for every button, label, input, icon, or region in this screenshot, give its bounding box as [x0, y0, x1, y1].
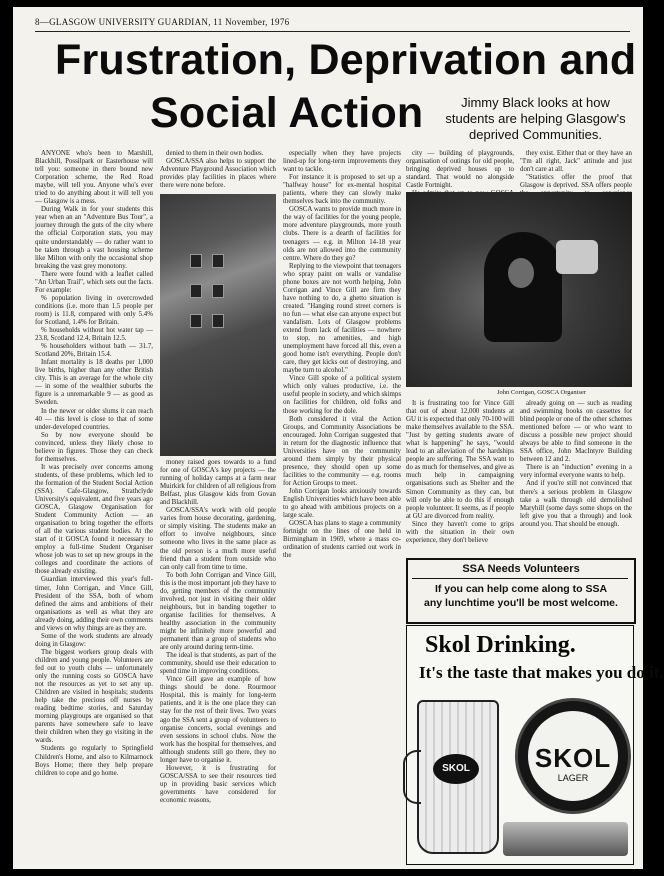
article-column-2-top [160, 150, 276, 192]
ssa-box-rule [412, 578, 628, 579]
header-rule [35, 31, 630, 32]
ad-bar-counter [503, 822, 628, 856]
article-paragraph: Replying to the viewpoint that teenagers who spray paint on walls or vandalise phone boxes are not worth helping, John Corrigan and Vince Gill are firm they have nothing to do, a ghetto situation is created. "Hanging round street corners is no fun — what else can anyone expect but vandalism. Lots of Glasgow problems extend from lack of facilities — nowhere to stop, no amenities, and high unemployment have forced all this, even a good home isn't everything. People don't care, they get kicks out of destroying, and maybe turn to alcohol." [283, 262, 401, 375]
article-paragraph: In the newer or older slums it can reach 40 — this level is close to that of some under-developed countries. [35, 407, 153, 431]
article-column-2-bottom [160, 459, 276, 862]
cap-subtitle: LAGER [557, 773, 589, 783]
photo-window [190, 254, 202, 268]
article-paragraph: John Corrigan looks anxiously towards English Universities which have been able to go ahead with ambitious projects on a large scale. [283, 487, 401, 520]
article-paragraph: % population living in overcrowded conditions (i.e. more than 1.5 people per room) is 11.8, compared with only 5.4% for Scotland, 1.4% for Britain. [35, 294, 153, 326]
article-column-3 [283, 150, 401, 862]
photo-caption: John Corrigan, GOSCA Organiser [497, 389, 587, 396]
ssa-volunteers-box [406, 558, 636, 624]
article-paragraph: city — building of playgrounds, organisation of outings for old people, bringing deprived houses up to standard. That would no alongside Castle Fortnight. [406, 150, 514, 190]
cap-brand: SKOL [534, 743, 612, 773]
article-paragraph: And if you're still not convinced that there's a serious problem in Glasgow take a walk through old demolished Maryhill (some days some shops on the left give you that a through) and look around you. That should be enough. [520, 480, 632, 528]
telephone-icon [556, 240, 598, 274]
article-paragraph: There is an "induction" evening in a very informal everyone wants to help. [520, 464, 632, 480]
ad-headline: Skol Drinking. [425, 632, 576, 658]
article-paragraph: So by now everyone should be convinced, unless they likely chose to believe in figures. Those they can check for themselves. [35, 431, 153, 463]
article-paragraph: "Statistics offer the proof that Glasgow is deprived. SSA offers people [520, 174, 632, 190]
article-paragraph: ANYONE who's been to Marshill, Blackhill, Possilpark or Easterhouse will tell you: someone in there bound new Corporation scheme, the Red Road maybe, will tell you. Anyone who's ever tried to do anything about it will tell you — Glasgow is a mess. [35, 150, 153, 206]
skol-advertisement [406, 625, 664, 865]
article-paragraph: Guardian interviewed this year's full-timer, John Corrigan, and Vince Gill, President of the SSA, both of whom defined the aims and ambitions of their organisations as well as what they are already doing, adding their own comments and views on why things are as they are. [35, 576, 153, 632]
article-paragraph: Vince Gill spoke of a political system which only values productive, i.e. the useful people in society, and which skimps on facilities for children, old folks and those working for the dole. [283, 375, 402, 415]
photo-window [190, 314, 202, 328]
article-paragraph: GOSCA wants to provide much more in the way of facilities for the young people, more adventure playgrounds, more youth clubs. There is a dearth of facilities for teenagers — e.g. in Milton 14-18 year olds are not allowed into the community centre. Where do they go? [283, 206, 401, 262]
article-paragraph: However, it is frustrating for GOSCA/SSA to see their resources tied up in providing basic services which governments have considered for economic reasons, [160, 764, 276, 804]
article-paragraph: they exist. Either that or they have an "I'm all right, Jack" attitude and just don't care at all. [520, 150, 632, 174]
article-paragraph: To both John Corrigan and Vince Gill, this is the most important job they have to do, getting members of the community involved, not just in visiting their older neighbours, but in banding together to organise facilities for themselves. A healthy association in the community might be infinitely more powerful and permanent than a group of students who are only around during term-time. [160, 571, 276, 652]
standfirst [438, 95, 633, 143]
ad-tagline: It's the taste that makes you do it. [419, 663, 664, 682]
beer-glass-icon [417, 700, 499, 854]
article-paragraph: GOSCA/SSA also helps to support the Adventure Playground Association which provides play facilities in places where there were none before. [160, 158, 276, 190]
photo-window [212, 284, 224, 298]
building-photo [160, 194, 276, 456]
newspaper-page [13, 7, 664, 869]
bottle-cap-icon [515, 698, 631, 814]
ssa-box-body [408, 582, 634, 610]
standfirst-line-3: deprived Communities. [469, 127, 602, 142]
article-column-5-top [520, 150, 632, 188]
photo-window [212, 254, 224, 268]
article-paragraph: % householders without bath — 31.7, Scotland 20%, Britain 15.4. [35, 343, 153, 359]
article-paragraph: money raised goes towards to a fund for one of GOSCA's key projects — the running of holiday camps at a farm near Muirkirk for children of all religious from Belfast, plus Glasgow kids from Govan and Blackhill. [160, 459, 276, 507]
ssa-box-line-2: any lunchtime you'll be most welcome. [424, 597, 618, 609]
article-paragraph: Some of the work students are already doing in Glasgow: [35, 632, 153, 648]
article-paragraph: Both considered it vital the Action Groups, and Community Associations be encouraged. John Corrigan suggested that in return for the diagnostic influence that Universities have on the community around them simply by their physical presence, they should open up some facilities to the community — e.g. rooms for Action Groups to meet. [283, 415, 401, 487]
headline-line-1: Frustration, Deprivation and [55, 36, 637, 84]
article-paragraph: Since they haven't come to grips with the situation in their own experience, they don't believe [406, 520, 514, 544]
article-paragraph: GOSCA has plans to stage a community fortnight on the lines of one held in Birmingham in 1969, where a mass co-ordination of students carried out work in the [283, 520, 401, 560]
page-header: 8—GLASGOW UNIVERSITY GUARDIAN, 11 November, 1976 [35, 17, 290, 27]
article-paragraph: The biggest workers group deals with children and young people. Volunteers are fed out to youth clubs — unfortunately only the running costs so GOSCA have not the resources as yet to set any up. Children are visited in hospitals; students help take the precious off nurses by reading bedtime stories, and Saturday morning playgroups are organised so that parents have somewhere safe to leave their children when they go visiting in the wards. [35, 648, 153, 745]
article-paragraph: There were found with a leaflet called "An Urban Trail", which sets out the facts. For example: [35, 270, 153, 294]
glass-handle [403, 750, 421, 804]
article-column-4-bottom [406, 400, 514, 550]
article-paragraph: The ideal is that students, as part of the community, should use their education to spend time in improving conditions. [160, 652, 276, 676]
article-paragraph: GOSCA/SSA's work with old people varies from house decorating, gardening, or simply visiting. The students make an effort to involve neighbours, since someone who lives in the same place as the old person is a much more useful friend than a student from outside who can only call from time to time. [160, 507, 276, 571]
article-column-5-bottom [520, 400, 632, 550]
article-paragraph: already going on — such as reading and swimming books on cassettes for blind people or one of the other schemes mentioned before — or who want to discuss a possible new project should always be able to find someone in the SSA office, John MacIntyre Building between 12 and 2. [520, 400, 632, 464]
headline-line-2: Social Action [150, 89, 424, 137]
article-paragraph: Vince Gill gave an example of how things should be done. Rourmoor Hospital, this is mainly for long-term patients, and it is the one place they can stay for the rest of their lives. Two years ago the SSA sent a group of volunteers to organise concerts, social evenings and even sessions in school clubs. Now the work has the hospital for themselves, and although students still go there, they no longer have to organise it. [160, 676, 276, 764]
article-paragraph: especially when they have projects lined-up for long-term improvements they want to tackle. [283, 150, 401, 174]
bottle-cap-face [528, 711, 618, 801]
corrigan-photo [406, 192, 632, 387]
article-paragraph: Infant mortality is 18 deaths per 1,000 live births, higher than any other British city. This is an average for the whole city — in some of the wealthier suburbs the figure is a unremarkable 9 — as good as Sweden. [35, 359, 153, 407]
photo-face [508, 258, 534, 288]
article-paragraph: denied to them in their own bodies. [166, 150, 264, 157]
article-column-1 [35, 150, 153, 862]
standfirst-line-1: Jimmy Black looks at how [461, 95, 610, 110]
article-paragraph: It was precisely over concerns among students, of these problems, which led to the formation of the Student Social Action (SSA). Cafe-Glasgow, Strathclyde University's equivalent, and five years ago GOSCA, Glasgow Organisation for Student Community Action — an organisation to bring together the efforts of all the various student bodies. At the start of it GOSCA found it necessary to employ a full-time Student Organiser whose job was to set up new groups in the colleges and coordinate the actions of those already existing. [35, 463, 153, 576]
article-paragraph: During Walk in for your students this year when an an "Adventure Bus Tour", a journey through the guts of the city where the official Corporation stats, you may quite understandably — do rather want to be taken through a vast housing scheme like Milton with only the occasional shop breaking the vast grey monotony. [35, 206, 153, 270]
article-paragraph: For instance it is proposed to set up a "halfway house" for ex-mental hospital patients, where they can slowly make themselves back into the community. [283, 174, 401, 206]
article-column-4-top [406, 150, 514, 188]
article-paragraph: % households without hot water tap — 23.8, Scotland 12.4, Britain 12.5. [35, 327, 153, 343]
article-paragraph: Students go regularly to Springfield Children's Home, and also to Kilmarnock Boys Home; there they help prepare children to cope and go home. [35, 745, 153, 777]
ssa-box-line-1: If you can help come along to SSA [434, 583, 608, 595]
photo-window [212, 314, 224, 328]
glass-label: SKOL [433, 754, 479, 784]
standfirst-line-2: students are helping Glasgow's [445, 111, 626, 126]
photo-window [190, 284, 202, 298]
article-paragraph: It is frustrating too for Vince Gill that out of about 12,000 students at GU it is expected that only 70-100 will make themselves available to the SSA. "Just by getting students aware of what is happening" he says, "would lead to an alleviation of the hardships people are suffering. The SSA want to do as much for themselves, and give as much help in campaigning organisations such as Shelter and the Simon Community as they can, but will only be able to do this if enough people volunteer. It seems, as if people at GU are divorced from reality. [406, 400, 514, 520]
ssa-box-title: SSA Needs Volunteers [462, 563, 580, 575]
